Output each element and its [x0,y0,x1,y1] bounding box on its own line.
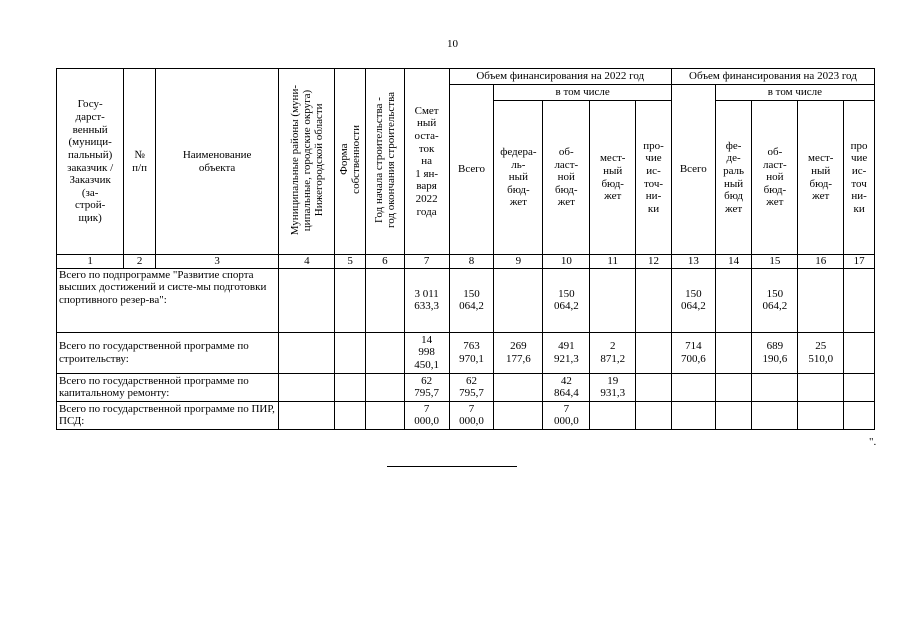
cell-regional-2022: 7 000,0 [543,401,590,429]
header-customer: Госу- дарст- венный (муници- пальный) заказчик / Заказчик (за- строй- щик) [57,69,124,255]
cell-remainder: 62 795,7 [404,373,449,401]
cell-remainder: 7 000,0 [404,401,449,429]
header-local-2022: мест- ный бюд- жет [590,101,636,255]
cell-local-2022 [590,401,636,429]
col-number: 3 [155,255,278,269]
header-total-2022: Всего [449,85,494,255]
cell-other-2023 [844,373,875,401]
col-number: 1 [57,255,124,269]
row-name: Всего по государственной программе по ПИР, ПСД: [57,401,279,429]
row-name: Всего по государственной программе по строительству: [57,332,279,373]
header-fin-2023: Объем финансирования на 2023 год [671,69,874,85]
cell-total-2023 [671,401,715,429]
row-name: Всего по государственной программе по капитальному ремонту: [57,373,279,401]
cell-federal-2023 [715,268,752,332]
header-federal-2022: федера- ль- ный бюд- жет [494,101,543,255]
footer-divider [387,466,517,467]
cell-regional-2023 [752,401,798,429]
table-row [57,401,875,429]
header-remainder: Смет ный оста- ток на 1 ян- варя 2022 года [404,69,449,255]
header-including-2022: в том числе [494,85,671,101]
header-other-2023: про чие ис- точ ни- ки [844,101,875,255]
header-federal-2023: фе- де- раль ный бюд жет [715,101,752,255]
cell-federal-2023 [715,401,752,429]
cell-local-2022 [590,268,636,332]
col-number: 11 [590,255,636,269]
cell-total-2023: 150 064,2 [671,268,715,332]
col-number: 4 [279,255,335,269]
header-total-2023: Всего [671,85,715,255]
cell-federal-2022: 269 177,6 [494,332,543,373]
cell-regional-2023: 689 190,6 [752,332,798,373]
header-object-name: Наименование объекта [155,69,278,255]
header-local-2023: мест- ный бюд- жет [798,101,844,255]
col-number: 9 [494,255,543,269]
cell-total-2022: 62 795,7 [449,373,494,401]
row-name: Всего по подпрограмме "Развитие спорта высших достижений и систе-мы подготовки спортивного резер-ва": [57,268,279,332]
header-regional-2023: об- ласт- ной бюд- жет [752,101,798,255]
cell-regional-2023: 150 064,2 [752,268,798,332]
table-row [57,373,875,401]
cell-other-2023 [844,401,875,429]
col-number: 13 [671,255,715,269]
cell-other-2022 [636,268,672,332]
cell-remainder: 3 011 633,3 [404,268,449,332]
header-fin-2022: Объем финансирования на 2022 год [449,69,671,85]
cell-total-2022: 763 970,1 [449,332,494,373]
col-number: 15 [752,255,798,269]
cell-local-2023 [798,401,844,429]
table-row [57,332,875,373]
header-years: Год начала строительства - год окончания строительства [365,69,404,255]
table-row [57,268,875,332]
cell-total-2023: 714 700,6 [671,332,715,373]
cell-total-2022: 150 064,2 [449,268,494,332]
col-number: 8 [449,255,494,269]
col-number: 7 [404,255,449,269]
col-number: 14 [715,255,752,269]
header-other-2022: про- чие ис- точ- ни- ки [636,101,672,255]
cell-other-2022 [636,332,672,373]
cell-other-2023 [844,332,875,373]
cell-federal-2022 [494,401,543,429]
col-number: 2 [124,255,156,269]
header-regional-2022: об- ласт- ной бюд- жет [543,101,590,255]
closing-quote: ". [869,436,877,448]
cell-regional-2022: 491 921,3 [543,332,590,373]
cell-total-2022: 7 000,0 [449,401,494,429]
cell-local-2023: 25 510,0 [798,332,844,373]
cell-total-2023 [671,373,715,401]
header-ownership: Форма собственности [335,69,366,255]
cell-other-2022 [636,401,672,429]
cell-regional-2022: 150 064,2 [543,268,590,332]
col-number: 12 [636,255,672,269]
cell-federal-2022 [494,373,543,401]
col-number: 16 [798,255,844,269]
col-number: 10 [543,255,590,269]
cell-other-2022 [636,373,672,401]
col-number: 6 [365,255,404,269]
page-number: 10 [447,38,458,50]
cell-federal-2022 [494,268,543,332]
header-including-2023: в том числе [715,85,874,101]
col-number: 17 [844,255,875,269]
cell-regional-2023 [752,373,798,401]
cell-local-2023 [798,268,844,332]
cell-other-2023 [844,268,875,332]
cell-remainder: 14 998 450,1 [404,332,449,373]
header-number: № п/п [124,69,156,255]
financing-table [56,68,875,430]
header-districts: Муниципальные районы (муни- ципальные, городские округа) Нижегородской области [279,69,335,255]
cell-local-2022: 2 871,2 [590,332,636,373]
cell-regional-2022: 42 864,4 [543,373,590,401]
cell-local-2022: 19 931,3 [590,373,636,401]
cell-federal-2023 [715,373,752,401]
col-number: 5 [335,255,366,269]
cell-federal-2023 [715,332,752,373]
cell-local-2023 [798,373,844,401]
